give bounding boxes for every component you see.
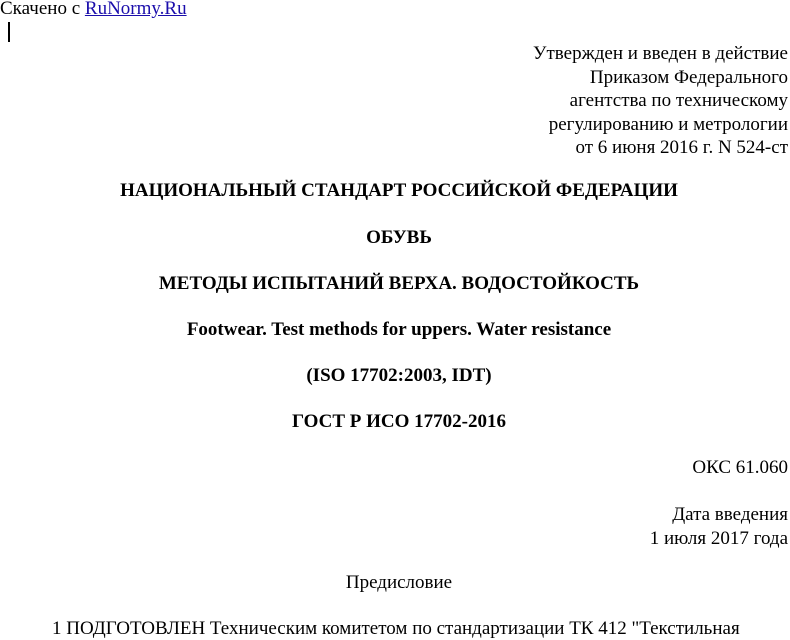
approval-line: от 6 июня 2016 г. N 524-ст	[575, 137, 788, 158]
approval-line: регулированию и метрологии	[548, 113, 788, 135]
standard-name-ru: МЕТОДЫ ИСПЫТАНИЙ ВЕРХА. ВОДОСТОЙКОСТЬ	[158, 273, 640, 294]
source-link[interactable]: RuNormy.Ru	[84, 0, 187, 19]
approval-line: Утвержден и введен в действие	[533, 43, 788, 64]
approval-block	[533, 42, 788, 160]
foreword-heading: Предисловие	[345, 572, 453, 593]
standard-name-en: Footwear. Test methods for uppers. Water resistance	[186, 319, 612, 340]
approval-line: агентства по техническому	[569, 90, 788, 111]
intro-date-block	[650, 503, 788, 550]
intro-date-value: 1 июля 2017 года	[649, 527, 788, 549]
gost-number: ГОСТ Р ИСО 17702-2016	[292, 411, 506, 432]
subject-heading: ОБУВЬ	[366, 227, 432, 248]
national-standard-heading: НАЦИОНАЛЬНЫЙ СТАНДАРТ РОССИЙСКОЙ ФЕДЕРАЦИИ	[120, 180, 678, 201]
text-cursor	[8, 22, 10, 42]
foreword-paragraph: 1 ПОДГОТОВЛЕН Техническим комитетом по стандартизации ТК 412 "Текстильная	[52, 618, 740, 639]
source-line	[0, 0, 187, 20]
source-prefix: Скачено с	[0, 0, 85, 19]
iso-reference: (ISO 17702:2003, IDT)	[306, 365, 492, 386]
oks-code: ОКС 61.060	[692, 457, 788, 478]
approval-line: Приказом Федерального	[589, 66, 788, 88]
intro-date-label: Дата введения	[672, 504, 788, 525]
